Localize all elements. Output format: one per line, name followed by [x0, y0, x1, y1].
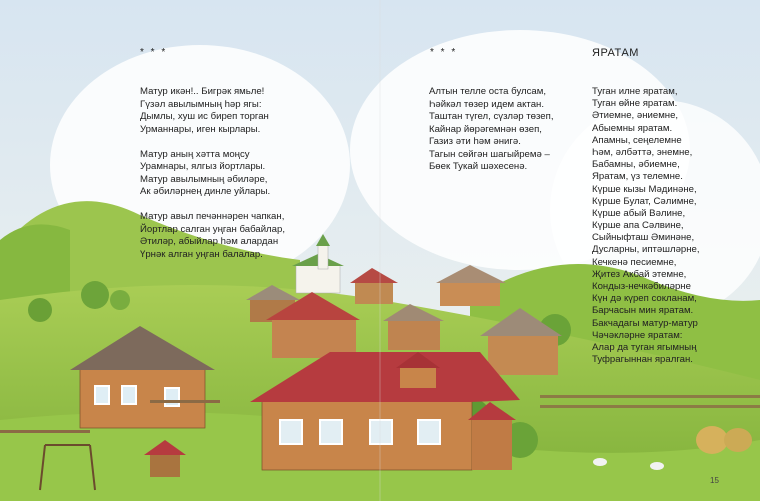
- poem-line: Таштан түгел, сүзләр төзеп,: [429, 111, 554, 122]
- poem-line: Туган өйне яратам.: [592, 98, 678, 110]
- poem-line: Гүзәл авылымның һәр ягы:: [140, 98, 262, 110]
- poem-line: Алар да туган ягымның: [592, 341, 697, 353]
- poem-line: Алтын телле оста булсам,: [429, 86, 547, 97]
- poem-line: Сыйныфташ Әминәне,: [592, 232, 695, 244]
- poem-line: Туфрагыннан яралган.: [592, 354, 693, 366]
- yaratam-poem: [592, 86, 700, 366]
- poem-line: Туган илне яратам,: [592, 86, 678, 97]
- poem-line: Бабамны, әбиемне,: [592, 159, 680, 171]
- poem-line: Үрнәк алган уңган балалар.: [140, 248, 263, 260]
- poem-line: Әтиләр, абыйлар һәм алардан: [140, 236, 279, 247]
- poem-line: Бакчадагы матур-матур: [592, 317, 698, 329]
- poem-line: Апамны, сеңелемне: [592, 134, 682, 146]
- poem-line: Барчасын мин яратам.: [592, 305, 694, 317]
- right-page: [380, 0, 760, 501]
- poem-line: Ак әбиләрнең динле уйлары.: [140, 186, 271, 197]
- poem-line: Әтиемне, әниемне,: [592, 110, 679, 122]
- poem-title: ЯРАТАМ: [592, 47, 639, 59]
- poem-line: Күн дә күреп сокланам,: [592, 293, 697, 305]
- poem-line: Матур авылымның әбиләре,: [140, 173, 268, 185]
- stanza-gap: [140, 199, 285, 212]
- poem-line: Газиз әти һәм әнигә.: [429, 136, 521, 147]
- poem-line: Урманнары, иген кырлары.: [140, 123, 261, 135]
- poem-line: Кондыз-нечкәбиләрне: [592, 281, 691, 292]
- poem-line: Күрше Булат, Сәлимне,: [592, 195, 697, 207]
- poem-line: Җитез Акбай этемне,: [592, 268, 687, 280]
- poem-line: Күрше апа Сәлвине,: [592, 220, 684, 232]
- poem-line: Йортлар салган уңган бабайлар,: [140, 223, 285, 235]
- poem-line: Күрше кызы Мәдинәне,: [592, 183, 697, 195]
- poem-line: Матур икән!.. Бигрәк ямьле!: [140, 86, 265, 97]
- poem-line: Кайнар йөрәгемнән өзеп,: [429, 123, 542, 135]
- poem-line: Матур аның хәтта моңсу: [140, 148, 250, 160]
- poem-header-stars: * * *: [430, 47, 458, 58]
- stanza-gap: [140, 136, 285, 149]
- poem-line: Урамнары, ялгыз йортлары.: [140, 161, 266, 172]
- poem-line: Чәчәкләрне яратам:: [592, 329, 683, 341]
- poem-line: Яратам, үз телемне.: [592, 171, 683, 183]
- poem-line: Кечкенә песиемне,: [592, 256, 677, 268]
- tukay-poem: [429, 86, 554, 174]
- poem-line: Һәйкәл төзер идем актан.: [429, 98, 545, 110]
- poem-line: Абыемны яратам.: [592, 122, 673, 134]
- poem-header-stars: * * *: [140, 47, 168, 58]
- poem-line: Тагын сөйгән шагыйремә –: [429, 148, 550, 160]
- poem-line: Дымлы, хуш ис биреп торган: [140, 111, 269, 122]
- poem-line: Бөек Тукай шәхесенә.: [429, 161, 528, 172]
- poem-line: Һәм, әлбәттә, энемне,: [592, 146, 693, 158]
- poem-line: Дусларны, иптәшләрне,: [592, 244, 700, 256]
- poem-line: Күрше абый Вәлине,: [592, 207, 686, 219]
- poem-line: Матур авыл печәннәрен чапкан,: [140, 211, 285, 222]
- page-number: 15: [710, 476, 719, 485]
- left-poem: [140, 86, 285, 261]
